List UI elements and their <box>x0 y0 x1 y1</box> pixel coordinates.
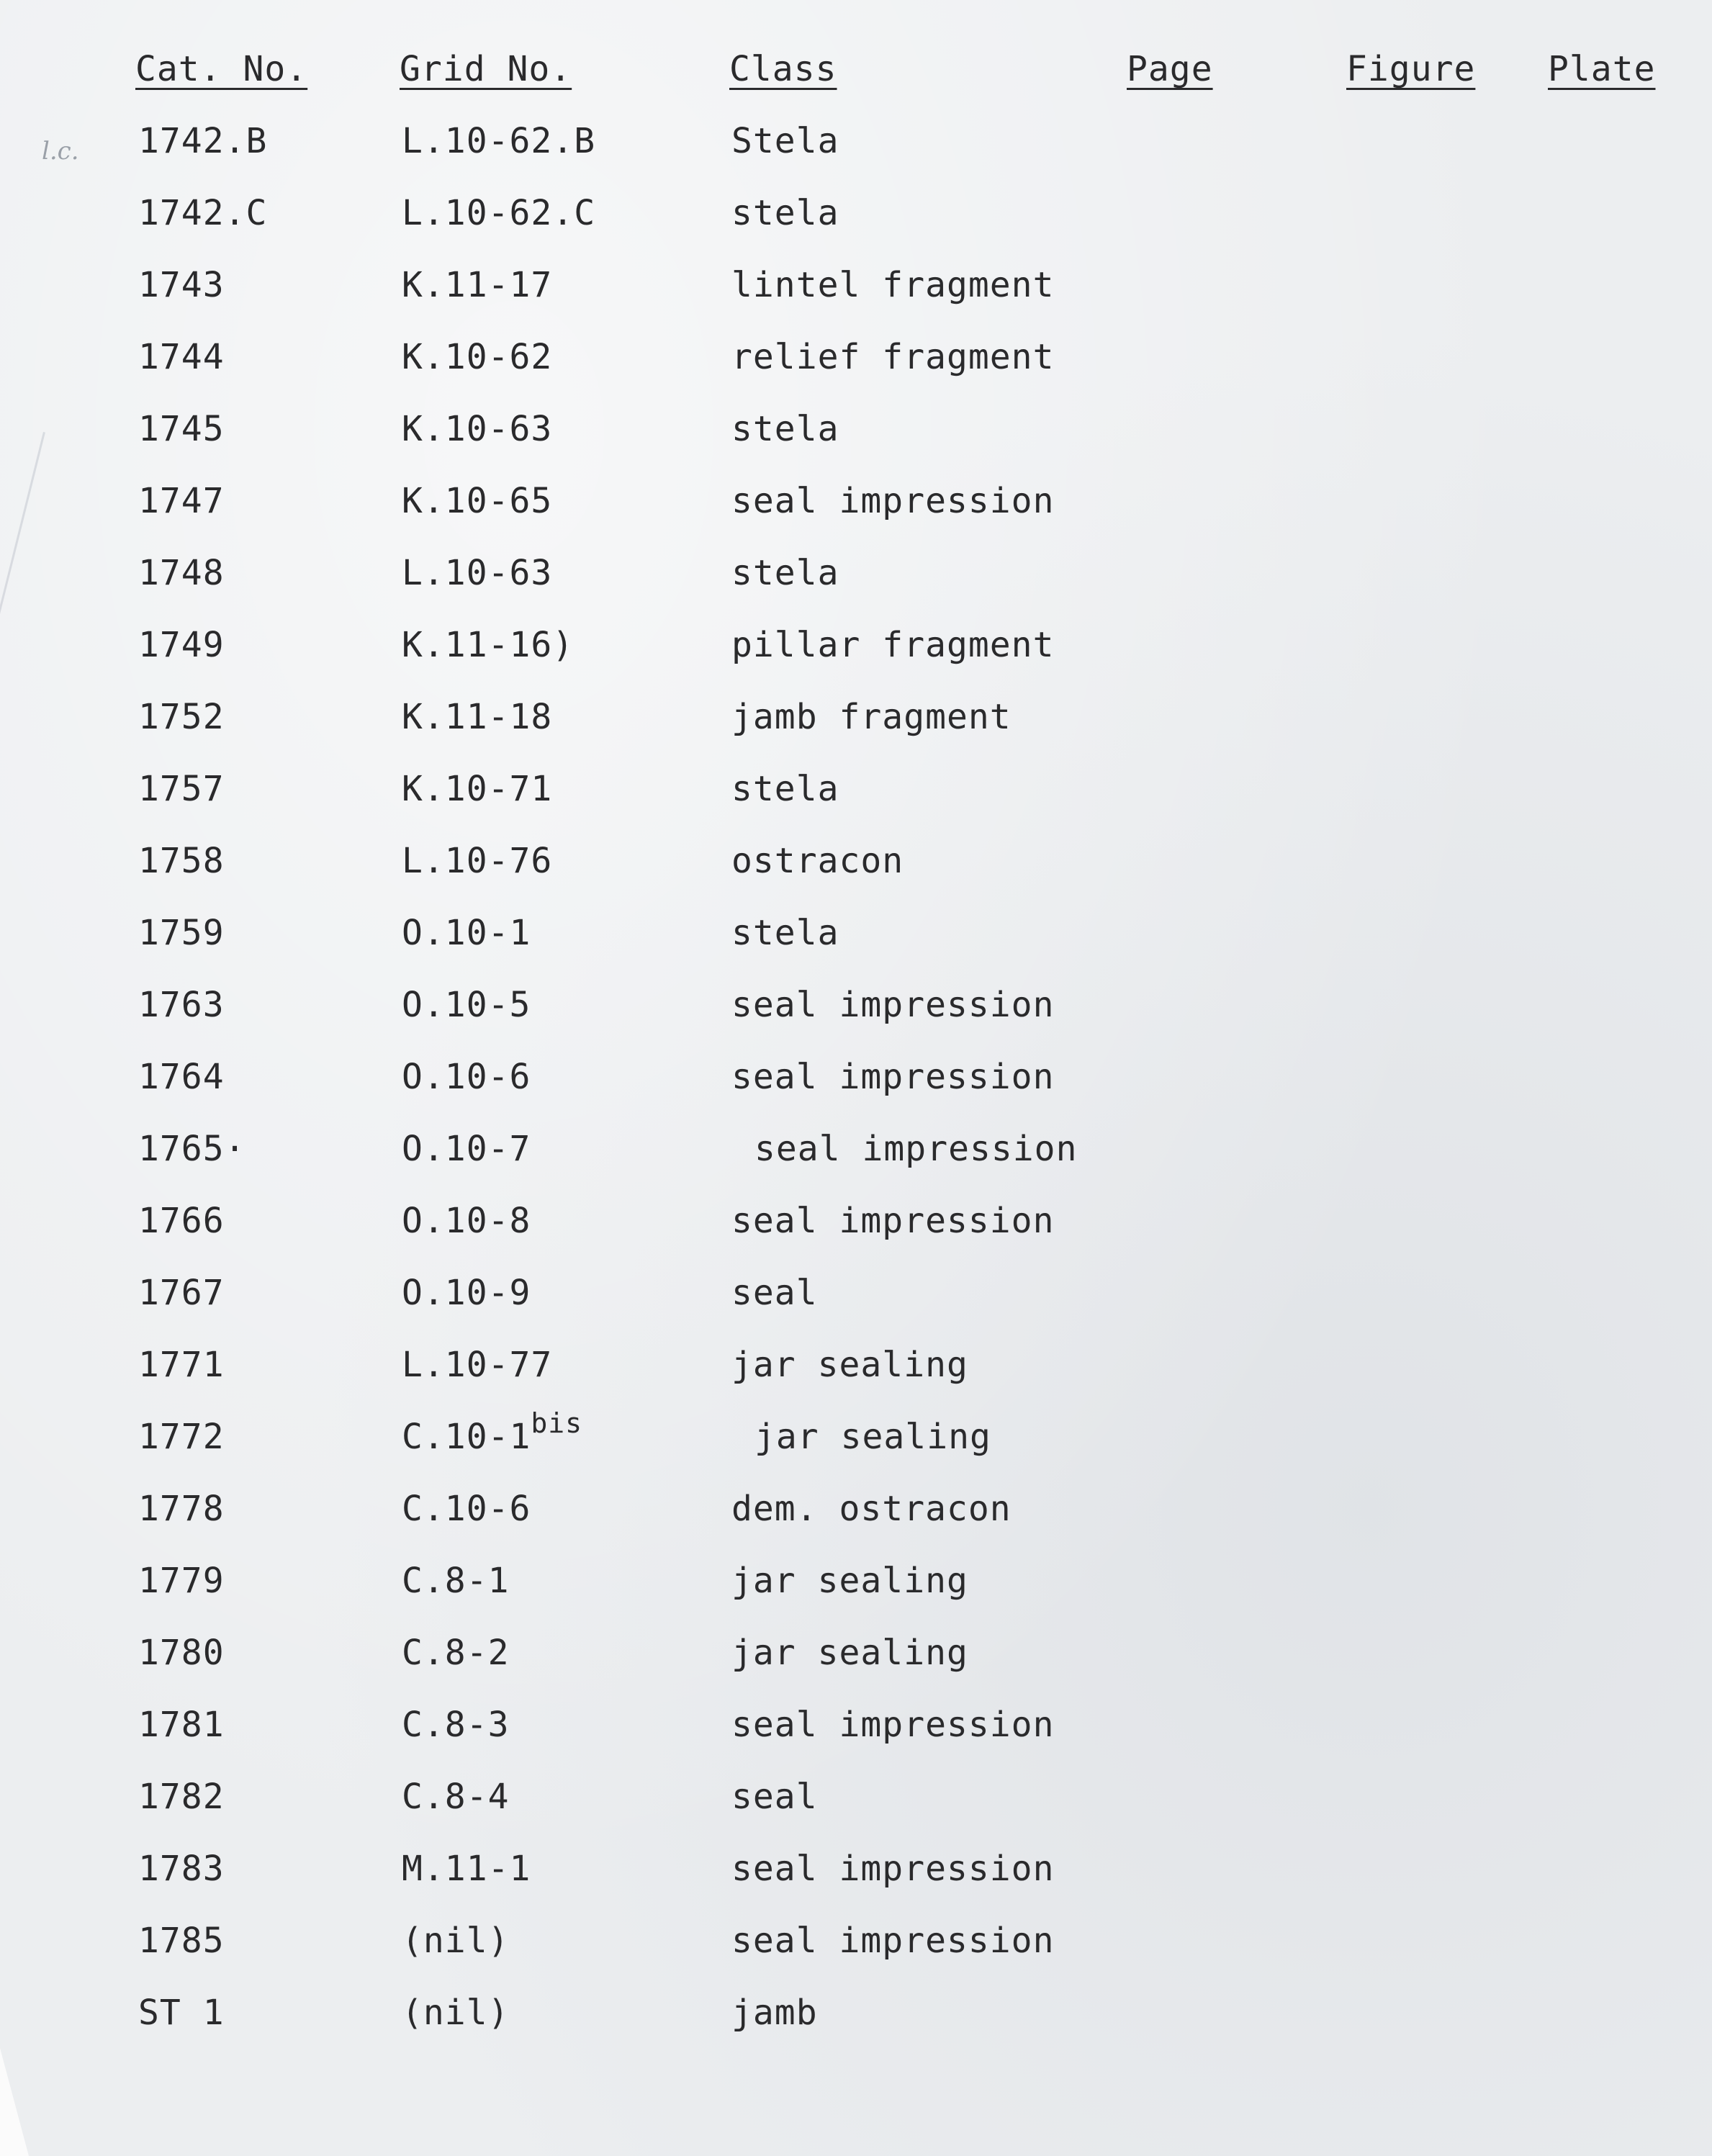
cat-no-cell: 1765· <box>138 1129 246 1169</box>
cat-no-cell: 1744 <box>138 337 225 377</box>
cat-no-cell: 1757 <box>138 769 225 809</box>
catalog-row <box>0 1705 1712 1777</box>
grid-no-text: C.8-1 <box>402 1561 510 1601</box>
grid-no-text: C.8-4 <box>402 1777 510 1817</box>
grid-no-text: C.8-3 <box>402 1705 510 1745</box>
grid-no-text: K.10-62 <box>402 337 553 377</box>
class-cell: relief fragment <box>731 337 1055 377</box>
class-cell: seal impression <box>731 1705 1055 1745</box>
grid-no-text: L.10-62.C <box>402 193 596 233</box>
grid-no-cell <box>402 409 552 449</box>
cat-no-cell: 1778 <box>138 1489 225 1529</box>
class-cell: seal impression <box>731 481 1055 521</box>
grid-no-text: M.11-1 <box>402 1849 531 1889</box>
grid-no-cell <box>402 913 531 953</box>
cat-no-cell: 1745 <box>138 409 225 449</box>
grid-no-cell <box>402 1849 531 1889</box>
grid-no-cell <box>402 265 552 305</box>
class-cell: seal <box>731 1273 818 1313</box>
catalog-list <box>0 121 1712 2065</box>
class-cell: Stela <box>731 121 839 161</box>
grid-no-cell <box>402 193 595 233</box>
header-plate: Plate <box>1548 49 1656 89</box>
class-cell: seal impression <box>731 1201 1055 1241</box>
grid-no-cell <box>402 1407 583 1459</box>
catalog-row <box>0 481 1712 553</box>
catalog-row <box>0 625 1712 697</box>
cat-no-cell: 1747 <box>138 481 225 521</box>
cat-no-cell: ST 1 <box>138 1993 225 2033</box>
cat-no-cell: 1780 <box>138 1633 225 1673</box>
class-cell: lintel fragment <box>731 265 1055 305</box>
grid-no-cell <box>402 121 595 161</box>
class-cell: ostracon <box>731 841 904 881</box>
grid-no-text: K.10-71 <box>402 769 553 809</box>
grid-no-text: O.10-9 <box>402 1273 531 1313</box>
cat-no-cell: 1766 <box>138 1201 225 1241</box>
cat-no-cell: 1759 <box>138 913 225 953</box>
cat-no-cell: 1758 <box>138 841 225 881</box>
catalog-row <box>0 265 1712 337</box>
grid-no-text: C.8-2 <box>402 1633 510 1673</box>
cat-no-cell: 1749 <box>138 625 225 665</box>
cat-no-cell: 1767 <box>138 1273 225 1313</box>
class-cell: jamb fragment <box>731 697 1012 737</box>
catalog-row <box>0 1201 1712 1273</box>
grid-no-cell <box>402 769 552 809</box>
grid-no-cell <box>402 1273 531 1313</box>
grid-no-text: (nil) <box>402 1993 510 2033</box>
grid-no-cell <box>402 1777 510 1817</box>
cat-no-cell: 1772 <box>138 1417 225 1457</box>
catalog-row <box>0 1129 1712 1201</box>
class-cell: jar sealing <box>731 1561 968 1601</box>
grid-no-cell <box>402 841 552 881</box>
catalog-row <box>0 697 1712 769</box>
catalog-row <box>0 1489 1712 1561</box>
grid-no-text: C.10-6 <box>402 1489 531 1529</box>
class-cell: seal impression <box>731 1921 1055 1961</box>
class-cell: jamb <box>731 1993 818 2033</box>
grid-no-cell <box>402 1489 531 1529</box>
margin-note: l.c. <box>42 137 79 166</box>
catalog-row <box>0 913 1712 985</box>
class-cell: pillar fragment <box>731 625 1055 665</box>
class-cell: jar sealing <box>731 1345 968 1385</box>
class-cell: stela <box>731 409 839 449</box>
class-cell: stela <box>731 913 839 953</box>
catalog-row <box>0 1921 1712 1993</box>
grid-no-text: O.10-1 <box>402 913 531 953</box>
catalog-row <box>0 985 1712 1057</box>
cat-no-cell: 1785 <box>138 1921 225 1961</box>
cat-no-cell: 1781 <box>138 1705 225 1745</box>
cat-no-cell: 1782 <box>138 1777 225 1817</box>
grid-no-text: (nil) <box>402 1921 510 1961</box>
grid-no-text: L.10-77 <box>402 1345 553 1385</box>
class-cell: jar sealing <box>754 1417 991 1457</box>
cat-no-cell: 1764 <box>138 1057 225 1097</box>
header-cat-no: Cat. No. <box>135 49 308 89</box>
grid-no-cell <box>402 985 531 1025</box>
grid-no-cell <box>402 337 552 377</box>
grid-no-text: O.10-8 <box>402 1201 531 1241</box>
class-cell: seal impression <box>731 985 1055 1025</box>
catalog-row <box>0 553 1712 625</box>
grid-no-text: O.10-7 <box>402 1129 531 1169</box>
grid-no-cell <box>402 1057 531 1097</box>
catalog-row <box>0 1407 1712 1489</box>
header-figure: Figure <box>1346 49 1476 89</box>
cat-no-cell: 1779 <box>138 1561 225 1601</box>
class-cell: stela <box>731 553 839 593</box>
catalog-row <box>0 409 1712 481</box>
grid-no-cell <box>402 481 552 521</box>
cat-no-cell: 1742.C <box>138 193 268 233</box>
grid-no-cell <box>402 1993 510 2033</box>
grid-no-cell <box>402 553 552 593</box>
grid-no-text: C.10-1 <box>402 1417 531 1457</box>
catalog-row <box>0 841 1712 913</box>
catalog-row <box>0 121 1712 193</box>
grid-no-text: L.10-62.B <box>402 121 596 161</box>
cat-no-cell: 1771 <box>138 1345 225 1385</box>
cat-no-cell: 1742.B <box>138 121 268 161</box>
class-cell: dem. ostracon <box>731 1489 1012 1529</box>
catalog-row <box>0 769 1712 841</box>
catalog-row <box>0 1777 1712 1849</box>
catalog-row <box>0 1057 1712 1129</box>
grid-no-cell <box>402 625 574 665</box>
grid-no-text: L.10-63 <box>402 553 553 593</box>
cat-no-cell: 1763 <box>138 985 225 1025</box>
class-cell: seal impression <box>754 1129 1078 1169</box>
catalog-row <box>0 1561 1712 1633</box>
class-cell: stela <box>731 193 839 233</box>
header-grid-no: Grid No. <box>400 49 572 89</box>
catalog-row <box>0 193 1712 265</box>
grid-no-text: K.11-17 <box>402 265 553 305</box>
class-cell: seal impression <box>731 1057 1055 1097</box>
column-headers <box>0 49 1712 92</box>
grid-no-cell <box>402 1345 552 1385</box>
grid-no-cell <box>402 1129 531 1169</box>
grid-no-text: O.10-6 <box>402 1057 531 1097</box>
grid-no-text: K.11-16) <box>402 625 575 665</box>
grid-no-cell <box>402 1705 510 1745</box>
cat-no-cell: 1783 <box>138 1849 225 1889</box>
catalog-row <box>0 337 1712 409</box>
grid-no-superscript: bis <box>531 1407 583 1439</box>
grid-no-cell <box>402 1201 531 1241</box>
cat-no-cell: 1752 <box>138 697 225 737</box>
catalog-row <box>0 1993 1712 2065</box>
class-cell: seal impression <box>731 1849 1055 1889</box>
catalog-row <box>0 1633 1712 1705</box>
grid-no-cell <box>402 1561 510 1601</box>
grid-no-cell <box>402 1921 510 1961</box>
grid-no-text: K.10-63 <box>402 409 553 449</box>
header-class: Class <box>729 49 837 89</box>
header-page: Page <box>1127 49 1213 89</box>
cat-no-cell: 1743 <box>138 265 225 305</box>
class-cell: stela <box>731 769 839 809</box>
grid-no-cell <box>402 697 552 737</box>
catalog-row <box>0 1345 1712 1417</box>
cat-no-cell: 1748 <box>138 553 225 593</box>
grid-no-text: K.11-18 <box>402 697 553 737</box>
grid-no-text: L.10-76 <box>402 841 553 881</box>
class-cell: seal <box>731 1777 818 1817</box>
catalog-row <box>0 1273 1712 1345</box>
grid-no-text: O.10-5 <box>402 985 531 1025</box>
grid-no-text: K.10-65 <box>402 481 553 521</box>
class-cell: jar sealing <box>731 1633 968 1673</box>
grid-no-cell <box>402 1633 510 1673</box>
catalog-row <box>0 1849 1712 1921</box>
